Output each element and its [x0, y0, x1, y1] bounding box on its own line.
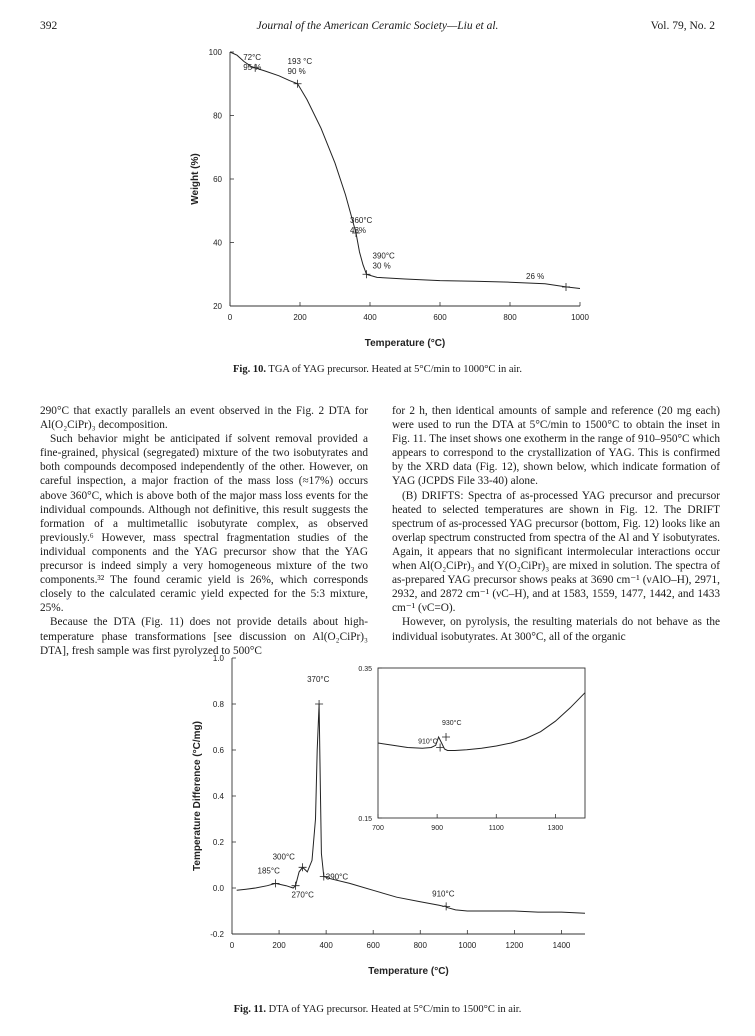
tga-annotation-marker	[294, 80, 302, 88]
dta-y-tick-label: 1.0	[212, 654, 224, 663]
tga-y-tick-label: 60	[213, 175, 222, 184]
tga-annotation-marker	[363, 270, 371, 278]
dta-inset-x-tick-label: 1300	[547, 825, 564, 832]
dta-annotation-label: 370°C	[307, 675, 330, 684]
text-column-left	[40, 404, 368, 658]
tga-annotation-label: 390°C	[372, 251, 395, 261]
dta-y-tick-label: 0.4	[212, 792, 224, 801]
tga-x-tick-label: 600	[433, 313, 447, 322]
tga-x-tick-label: 1000	[571, 313, 589, 322]
dta-inset-y-tick-label: 0.35	[358, 666, 372, 673]
tga-annotation-label: 90 %	[287, 66, 306, 76]
dta-inset-x-tick-label: 1100	[488, 825, 504, 832]
dta-x-tick-label: 1400	[552, 941, 571, 950]
tga-annotation-label: 43%	[350, 225, 367, 235]
paragraph: Such behavior might be anticipated if solvent removal provided a fine-grained, physical (segregated) mixture of the two isobutyrates and both compounds decomposed independently of the other. However, on careful inspection, a major fraction of the mass loss (≈17%) occurs above 360°C, which is above both of the major mass loss events for the individual compounds. Although not definitive, this result suggests the formation of a multimetallic isobutyrate complex, as observed previously.⁶ However, mass spectral fragmentation studies of the individual components and the YAG precursor show that the YAG precursor is indeed simply a very homogeneous mixture of the two components.³² The found ceramic yield is 26%, which corresponds closely to the calculated ceramic yield expected for the 5:3 mixture, 25%.	[40, 433, 368, 615]
dta-y-axis-label: Temperature Difference (°C/mg)	[192, 721, 203, 871]
tga-annotation-label: 26 %	[526, 271, 545, 281]
dta-annotation-marker	[272, 879, 280, 887]
page-number: 392	[40, 20, 58, 32]
dta-x-tick-label: 200	[272, 941, 286, 950]
dta-y-tick-label: 0.8	[212, 700, 224, 709]
dta-annotation-label: 270°C	[291, 890, 314, 900]
tga-series-line	[230, 52, 580, 289]
dta-y-tick-label: 0.0	[212, 884, 224, 893]
dta-x-tick-label: 400	[319, 941, 333, 950]
dta-inset-annotation-label: 910°C	[418, 738, 438, 746]
figure-10-tga-chart	[0, 38, 755, 378]
tga-annotation-marker	[562, 283, 570, 291]
dta-annotation-label: 910°C	[432, 889, 455, 899]
figure-11-caption-label: Fig. 11.	[233, 1004, 267, 1015]
figure-10-caption-label: Fig. 10.	[233, 364, 266, 375]
paragraph: 290°C that exactly parallels an event observed in the Fig. 2 DTA for Al(O₂CiPr)₃ decomposition.	[40, 405, 368, 432]
journal-running-head: Journal of the American Ceramic Society—Liu et al.	[256, 20, 499, 32]
figure-11-dta-chart	[0, 648, 755, 998]
tga-annotation-label: 95 %	[243, 62, 262, 72]
figure-11-caption-text: DTA of YAG precursor. Heated at 5°C/min to 1500°C in air.	[268, 1004, 522, 1015]
tga-x-tick-label: 800	[503, 313, 517, 322]
paragraph: for 2 h, then identical amounts of sample and reference (20 mg each) were used to run the DTA at 5°C/min to 1500°C to obtain the inset in Fig. 11. The inset shows one exotherm in the range of 910–950°C which appears to correspond to the crystallization of YAG. This is confirmed by the XRD data (Fig. 12), shown below, which indicate formation of YAG (JCPDS File 33-40) alone.	[392, 405, 720, 488]
tga-y-tick-label: 80	[213, 111, 222, 121]
paragraph: (B) DRIFTS: Spectra of as-processed YAG precursor and precursor heated to selected temperatures are shown in Fig. 12. The DRIFT spectrum of as-processed YAG precursor (bottom, Fig. 12) looks like an overlap spectrum constructed from spectra of the Al and Y isobutyrates. Again, it appears that no significant intermolecular interactions occur when Al(O₂CiPr)₃ and Y(O₂CiPr)₃ are mixed in solution. The spectra of as-prepared YAG precursor shows peaks at 3690 cm⁻¹ (νAlO–H), 2971, 2932, and 2872 cm⁻¹ (νC–H), and at 1583, 1559, 1477, 1442, and 1433 cm⁻¹ (νC=O).	[392, 489, 720, 615]
figure-10-caption	[0, 364, 755, 375]
dta-annotation-label: 185°C	[257, 866, 280, 876]
dta-inset-x-tick-label: 700	[372, 825, 384, 832]
tga-x-axis-label: Temperature (°C)	[364, 338, 446, 349]
dta-x-tick-label: 1200	[505, 941, 524, 950]
dta-y-tick-label: 0.6	[212, 746, 224, 755]
dta-annotation-label: 390°C	[325, 872, 349, 882]
figure-10-caption-text: TGA of YAG precursor. Heated at 5°C/min to 1000°C in air.	[268, 364, 522, 375]
tga-annotation-label: 193 °C	[287, 56, 313, 66]
paragraph: However, on pyrolysis, the resulting materials do not behave as the individual isobutyrates. At 300°C, all of the organic	[392, 616, 720, 643]
dta-x-tick-label: 800	[413, 941, 427, 950]
dta-annotation-marker	[442, 902, 450, 910]
dta-annotation-label: 300°C	[272, 852, 295, 862]
dta-annotation-marker	[292, 882, 300, 890]
tga-annotation-label: 72°C	[243, 52, 262, 62]
text-column-right	[392, 404, 720, 644]
dta-y-tick-label: -0.2	[210, 930, 224, 939]
tga-y-tick-label: 100	[208, 48, 222, 57]
dta-x-tick-label: 0	[229, 941, 235, 950]
dta-y-tick-label: 0.2	[212, 838, 224, 847]
dta-inset-y-tick-label: 0.15	[358, 816, 372, 823]
dta-inset-frame	[378, 668, 585, 818]
tga-y-tick-label: 20	[213, 302, 222, 311]
tga-y-axis-label: Weight (%)	[190, 153, 201, 205]
dta-x-tick-label: 600	[366, 941, 380, 950]
tga-annotation-label: 360°C	[350, 215, 373, 225]
tga-y-tick-label: 40	[213, 238, 222, 248]
figure-11-caption	[0, 1004, 755, 1015]
dta-annotation-marker	[315, 700, 323, 708]
dta-inset-annotation-label: 930°C	[442, 720, 462, 727]
dta-inset-x-tick-label: 900	[431, 825, 443, 832]
paragraph: Because the DTA (Fig. 11) does not provide details about high-temperature phase transformations [see discussion on Al(O₂CiPr)₃ DTA], fresh sample was first pyrolyzed to 500°C	[40, 616, 368, 657]
tga-x-tick-label: 200	[293, 313, 307, 322]
tga-annotation-label: 30 %	[372, 261, 391, 271]
tga-x-tick-label: 400	[363, 313, 377, 322]
tga-x-tick-label: 0	[227, 313, 233, 322]
volume-label: Vol. 79, No. 2	[650, 20, 715, 32]
dta-x-axis-label: Temperature (°C)	[368, 966, 449, 977]
dta-x-tick-label: 1000	[458, 941, 477, 950]
